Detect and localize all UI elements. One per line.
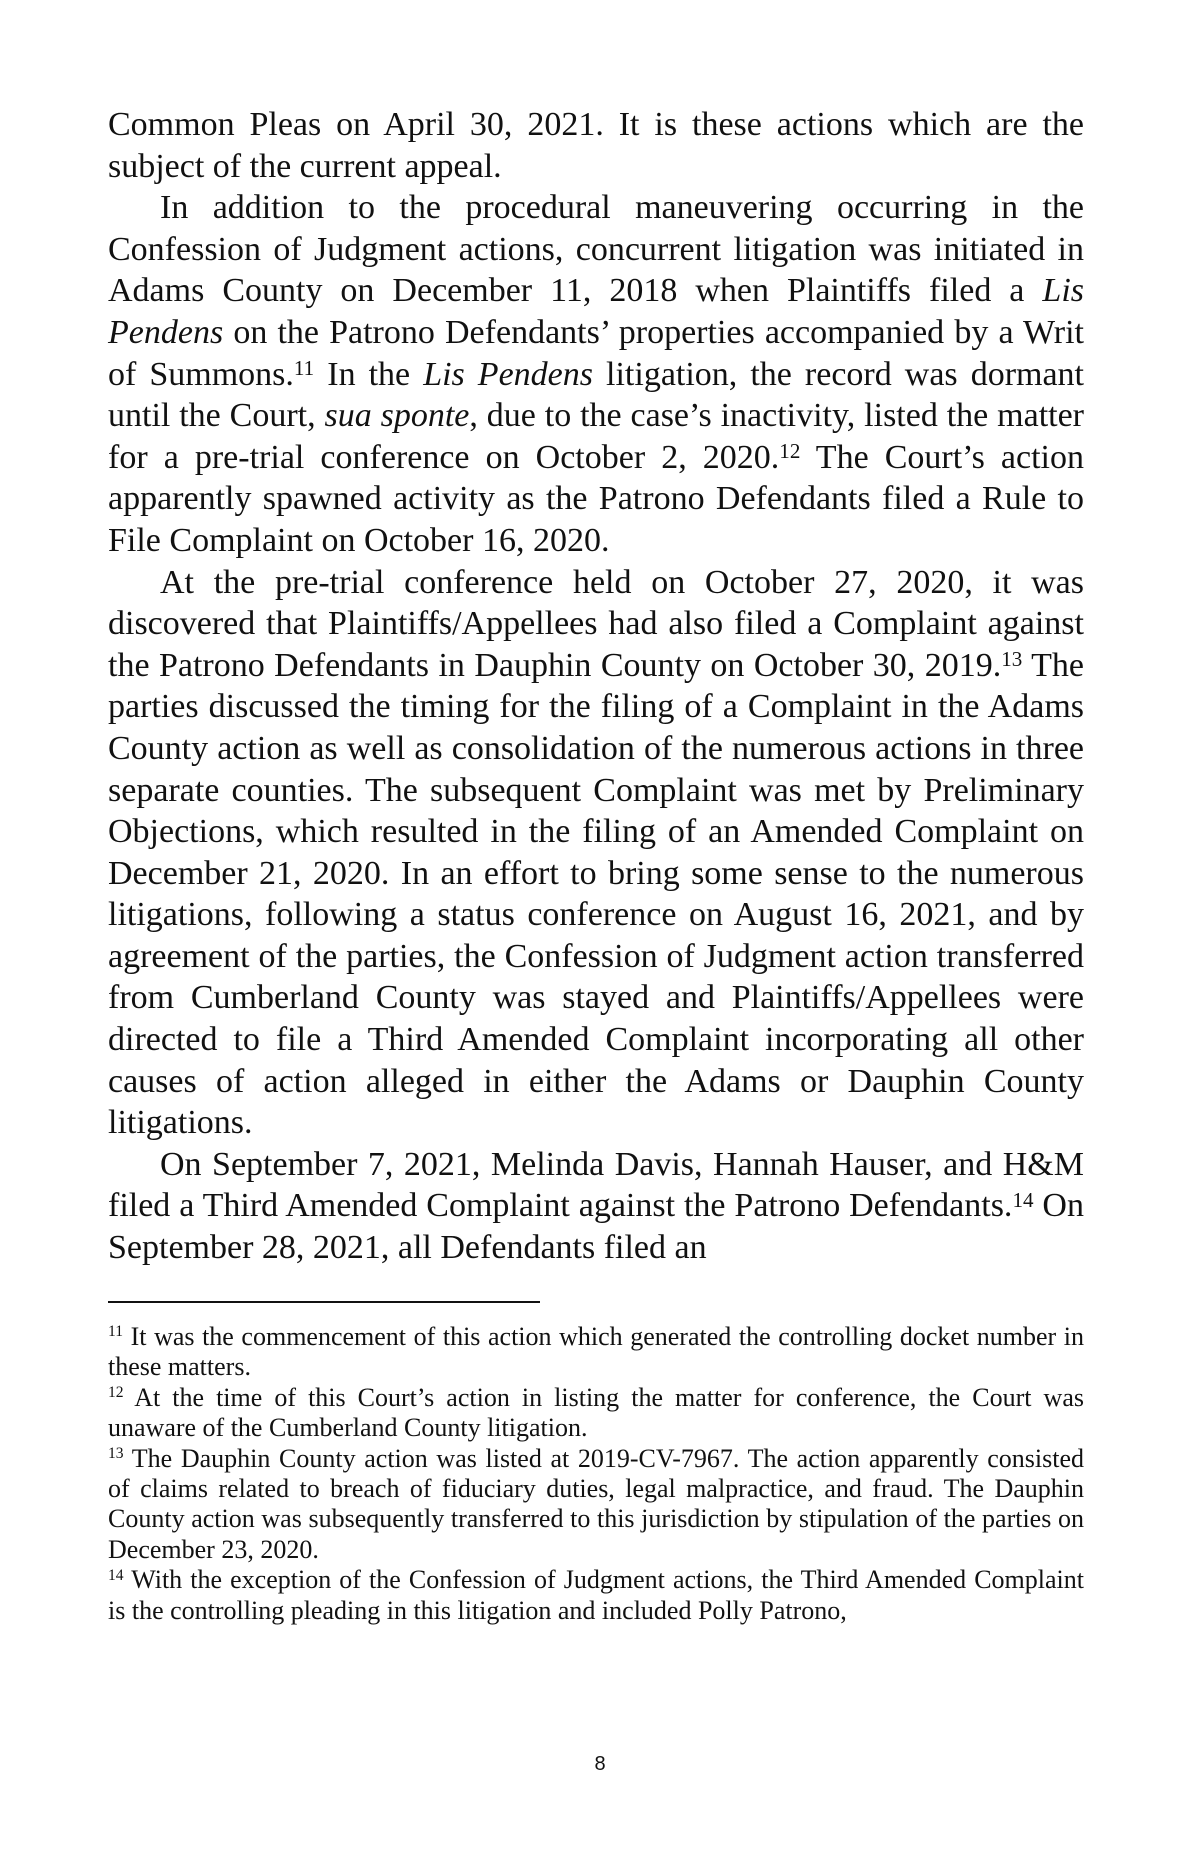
footnote-ref[interactable]: 11 (293, 356, 315, 381)
paragraph-text: on the Patrono Defendants’ properties accompanied by a Writ of Summons. (108, 313, 1084, 393)
footnote-ref[interactable]: 12 (779, 439, 801, 464)
paragraph (108, 1144, 1084, 1269)
footnote-ref[interactable]: 13 (1001, 647, 1023, 672)
paragraph-text: On September 7, 2021, Melinda Davis, Hannah Hauser, and H&M filed a Third Amended Complaint against the Patrono Defendants. (108, 1145, 1084, 1225)
footnote-text: At the time of this Court’s action in listing the matter for conference, the Court was unaware of the Cumberland County litigation. (108, 1382, 1084, 1443)
footnote-number: 14 (108, 1566, 124, 1584)
paragraph-text: The parties discussed the timing for the filing of a Complaint in the Adams County action as well as consolidation of the numerous actions in three separate counties. The subsequent Complaint was met by Preliminary Objections, which resulted in the filing of an Amended Complaint on December 21, 2020. In an effort to bring some sense to the numerous litigations, following a status conference on August 16, 2021, and by agreement of the parties, the Confession of Judgment action transferred from Cumberland County was stayed and Plaintiffs/Appellees were directed to file a Third Amended Complaint incorporating all other causes of action alleged in either the Adams or Dauphin County litigations. (108, 646, 1084, 1142)
footnote-number: 11 (108, 1323, 124, 1341)
italic-term: Lis Pendens (423, 355, 593, 393)
paragraph-text: In the (314, 355, 424, 393)
body-text (108, 104, 1084, 1269)
footnote-separator (108, 1301, 540, 1303)
paragraph-text: The Court’s action apparently spawned activity as the Patrono Defendants filed a Rule to File Complaint on October 16, 2020. (108, 438, 1084, 559)
paragraph (108, 562, 1084, 1144)
italic-term: Lis Pendens (108, 272, 1084, 351)
footnote (108, 1565, 1084, 1626)
italic-term: sua sponte (324, 397, 470, 435)
footnote-number: 13 (108, 1445, 124, 1463)
footnote (108, 1322, 1084, 1383)
paragraph-text: , due to the case’s inactivity, listed the matter for a pre-trial conference on October 2, 2020. (108, 397, 1084, 476)
footnote-ref[interactable]: 14 (1012, 1187, 1034, 1212)
footnote-text: The Dauphin County action was listed at 2019-CV-7967. The action apparently consisted of claims related to breach of fiduciary duties, legal malpractice, and fraud. The Dauphin County action was subsequently transferred to this jurisdiction by stipulation of the parties on December 23, 2020. (108, 1443, 1084, 1564)
paragraph-text: litigation, the record was dormant until the Court, (108, 355, 1085, 435)
paragraph-text: At the pre-trial conference held on October 27, 2020, it was discovered that Plaintiffs/Appellees had also filed a Complaint against the Patrono Defendants in Dauphin County on October 30, 2019. (108, 563, 1084, 684)
paragraph-text: On September 28, 2021, all Defendants filed an (108, 1187, 1084, 1267)
footnote (108, 1444, 1084, 1566)
paragraph (108, 187, 1084, 561)
footnote (108, 1383, 1084, 1444)
paragraph-text: In addition to the procedural maneuvering occurring in the Confession of Judgment actions, concurrent litigation was initiated in Adams County on December 11, 2018 when Plaintiffs filed a (108, 189, 1084, 310)
footnote-text: It was the commencement of this action which generated the controlling docket number in these matters. (108, 1322, 1084, 1382)
paragraph (108, 104, 1084, 187)
paragraph-text: Common Pleas on April 30, 2021. It is these actions which are the subject of the current appeal. (108, 106, 1084, 185)
footnote-number: 12 (108, 1384, 124, 1402)
page-number: 8 (594, 1753, 606, 1775)
footnote-text: With the exception of the Confession of Judgment actions, the Third Amended Complaint is the controlling pleading in this litigation and included Polly Patrono, (108, 1565, 1084, 1625)
footnotes (108, 1322, 1084, 1626)
